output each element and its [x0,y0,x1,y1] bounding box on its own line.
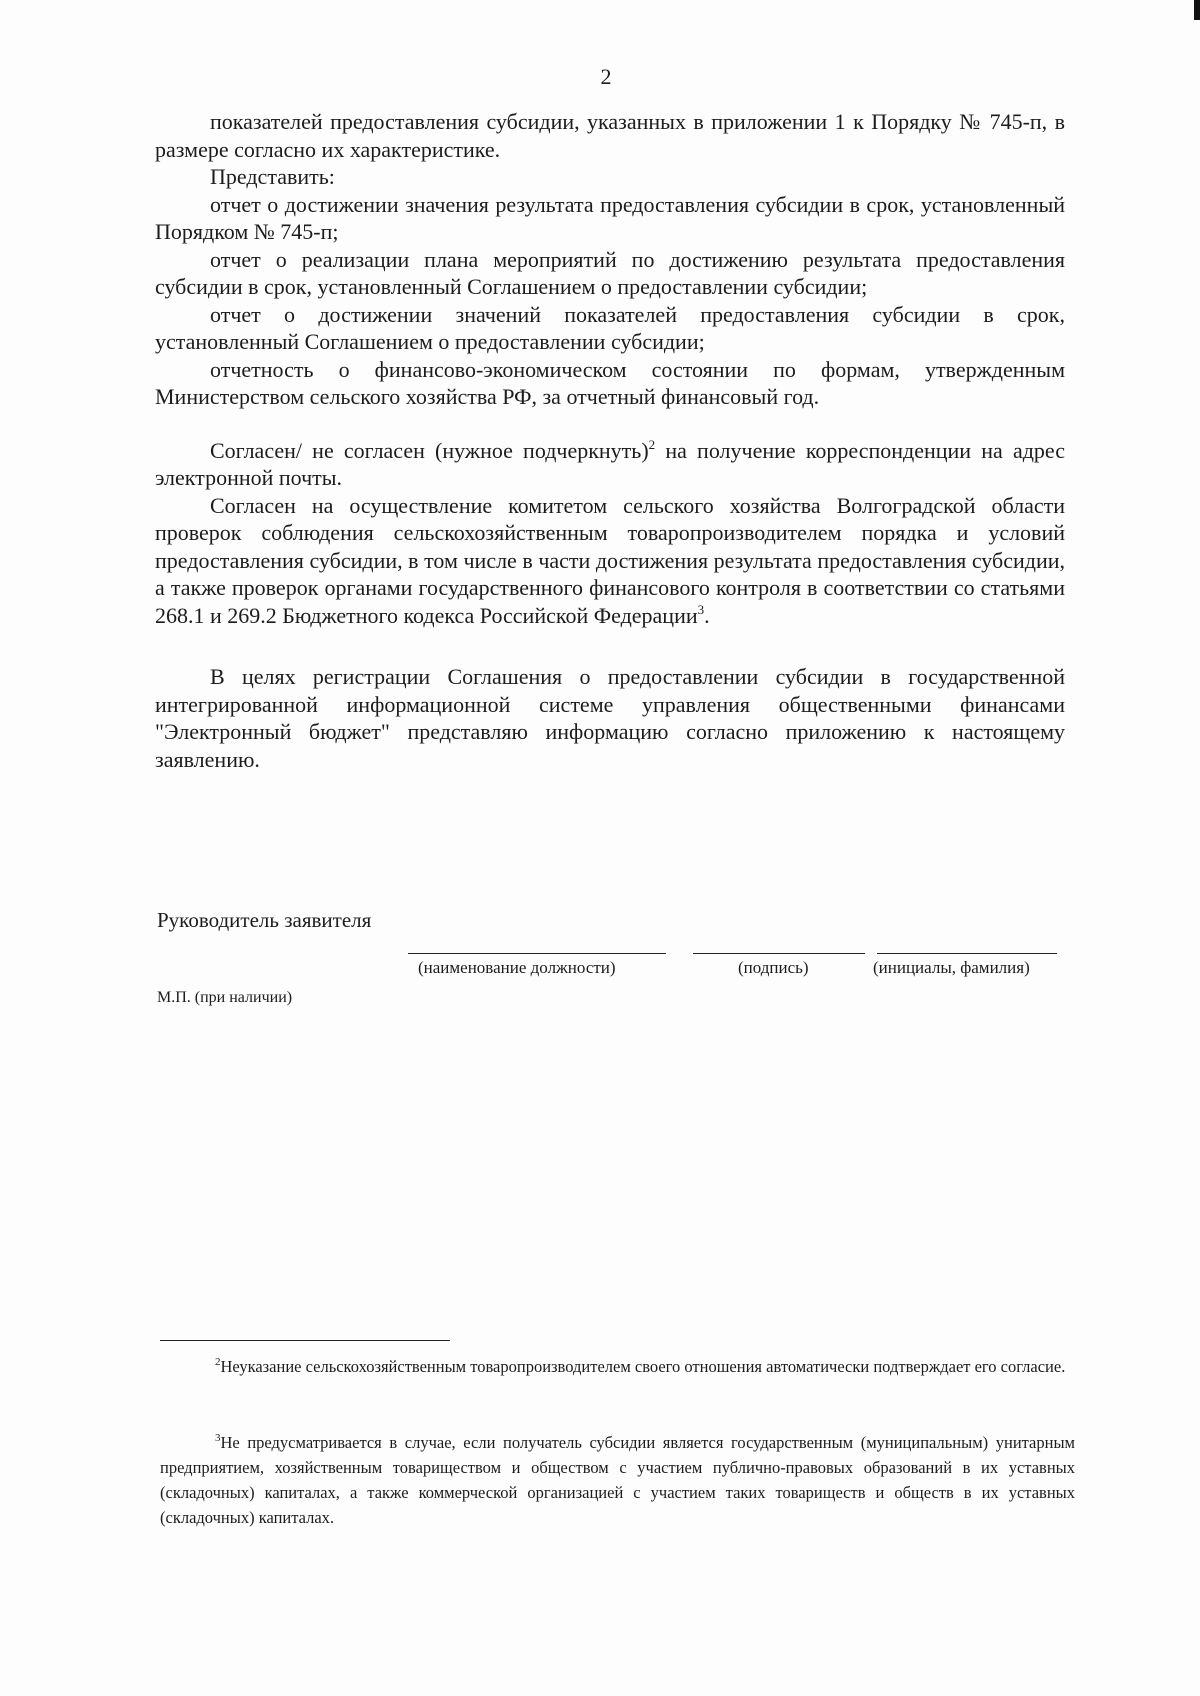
footnote-separator [160,1340,450,1341]
body-text [155,108,1065,773]
page-number: 2 [600,64,612,89]
footnote-2-text: Неуказание сельскохозяйственным товаропроизводителем своего отношения автоматически подтверждает его согласие. [220,1357,1066,1376]
footnote-2 [160,1354,1075,1379]
inspection-consent-end: . [704,602,710,628]
name-line [877,953,1057,954]
paragraph-report-indicators: отчет о достижении значений показателей предоставления субсидии в срок, установленный Соглашением о предоставлении субсидии; [155,301,1065,354]
paragraph-report-plan: отчет о реализации плана мероприятий по достижению результата предоставления субсидии в срок, установленный Соглашением о предоставлении субсидии; [155,246,1065,299]
footnote-ref-3: 3 [697,601,705,617]
footnote-3-number: 3 [215,1432,221,1444]
footnote-ref-2: 2 [648,436,656,452]
paragraph-inspection-consent [155,492,1065,630]
footnote-3-text: Не предусматривается в случае, если получатель субсидии является государственным (муниципальным) унитарным предприятием, хозяйственным товариществом и обществом с участием публично-правовых образований в их уставных (складочных) капиталах, а также коммерческой организацией с участием таких товариществ и обществ в их уставных (складочных) капиталах. [160,1433,1075,1527]
signature-line [693,953,865,954]
paragraph-report-result: отчет о достижении значения результата предоставления субсидии в срок, установленный Порядком № 745-п; [155,191,1065,244]
scan-edge-mark [1194,0,1200,20]
position-line [408,953,666,954]
paragraph-registration: В целях регистрации Соглашения о предоставлении субсидии в государственной интегрированной информационной системе управления общественными финансами "Электронный бюджет" представляю информацию согласно приложению к настоящему заявлению. [155,664,1065,772]
paragraph-submit-heading: Представить: [210,164,335,189]
email-consent-text-end: на получение корреспонденции на адрес электронной почты. [155,437,1065,490]
stamp-note: М.П. (при наличии) [157,989,293,1006]
footnote-3 [160,1430,1075,1530]
paragraph-indicators: показателей предоставления субсидии, указанных в приложении 1 к Порядку № 745-п, в размере согласно их характеристике. [155,109,1065,162]
name-caption: (инициалы, фамилия) [873,958,1030,977]
paragraph-email-consent [155,437,1065,492]
paragraph-financial-reporting: отчетность о финансово-экономическом состоянии по формам, утвержденным Министерством сельского хозяйства РФ, за отчетный финансовый год. [155,356,1065,409]
email-consent-text: Согласен/ не согласен (нужное подчеркнуть) [210,437,649,463]
inspection-consent-text: Согласен на осуществление комитетом сельского хозяйства Волгоградской области проверок соблюдения сельскохозяйственным товаропроизводителем порядка и условий предоставления субсидии, в том числе в части достижения результата предоставления субсидии, а также проверок органами государственного финансового контроля в соответствии со статьями 268.1 и 269.2 Бюджетного кодекса Российской Федерации [155,492,1065,628]
footnote-2-number: 2 [215,1356,221,1368]
signature-caption: (подпись) [738,958,809,977]
signer-label: Руководитель заявителя [157,908,372,932]
position-caption: (наименование должности) [418,958,616,977]
